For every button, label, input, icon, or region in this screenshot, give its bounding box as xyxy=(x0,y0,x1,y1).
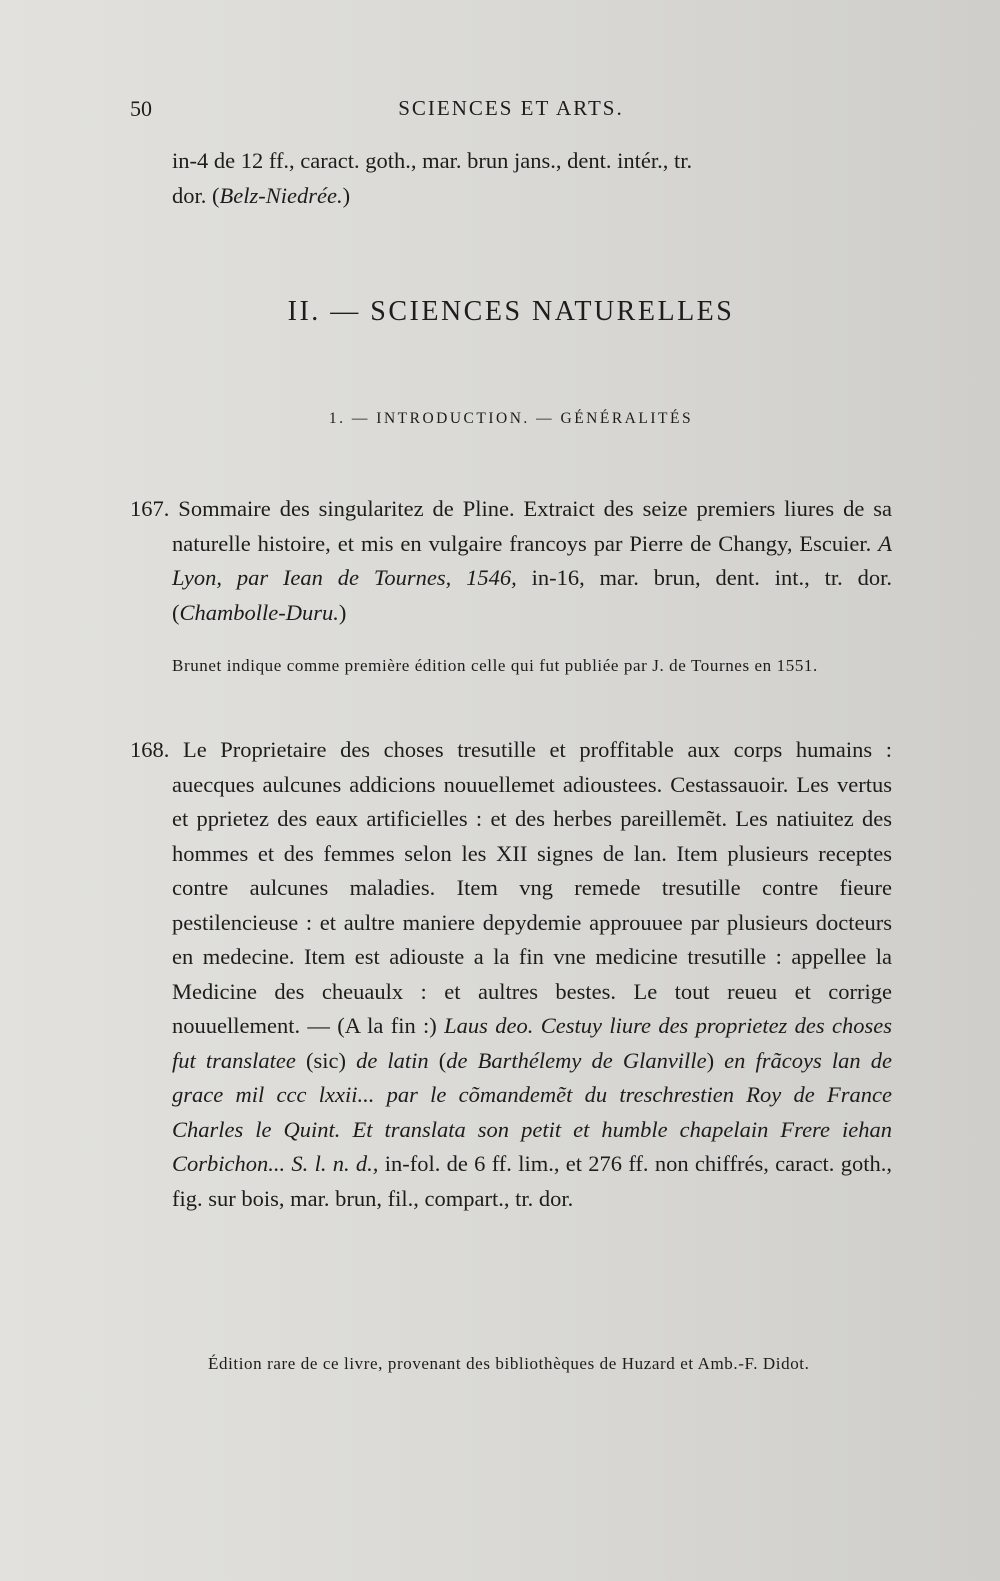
entry-text: in-16, mar. brun, dent. int., tr. dor. ( xyxy=(172,565,892,625)
entry-168 xyxy=(130,733,892,1216)
continued-entry xyxy=(172,144,892,213)
entry-number: 168. xyxy=(130,737,170,762)
entry-italic: Laus deo. Cestuy liure des proprietez des choses fut translatee xyxy=(172,1013,892,1073)
continued-line-2-start: dor. ( xyxy=(172,182,220,208)
entry-text: Sommaire des singularitez de Pline. Extraict des seize premiers liures de sa naturelle histoire, et mis en vulgaire francoys par Pierre de Changy, Escuier. xyxy=(169,496,892,556)
section-title: II. — SCIENCES NATURELLES xyxy=(287,296,735,327)
entry-number: 167. xyxy=(130,496,170,521)
running-title: SCIENCES ET ARTS. xyxy=(398,96,624,120)
binder-name: Chambolle-Duru. xyxy=(179,599,339,625)
subsection-title: 1. — INTRODUCTION. — GÉNÉRALITÉS xyxy=(328,410,694,427)
entry-italic: en frãcoys lan de grace mil ccc lxxii... par le cõmandemẽt du treschrestien Roy de France Charles le Quint. Et translata son petit et humble chapelain Frere iehan Corbichon... S. l. n. d., xyxy=(172,1047,892,1176)
running-header xyxy=(130,96,892,126)
note-168: Édition rare de ce livre, provenant des bibliothèques de Huzard et Amb.-F. Didot. xyxy=(208,1354,810,1373)
entry-text: ) xyxy=(338,599,347,625)
entry-italic: de latin xyxy=(356,1047,429,1073)
entry-text: ( xyxy=(428,1047,447,1073)
binder-name: Belz-Niedrée. xyxy=(219,182,343,208)
note-167: Brunet indique comme première édition celle qui fut publiée par J. de Tournes en 1551. xyxy=(172,656,818,675)
continued-line-2-end: ) xyxy=(342,182,351,208)
entry-italic: de Barthélemy de Glanville xyxy=(446,1047,707,1073)
entry-text: (sic) xyxy=(295,1047,357,1073)
entry-167 xyxy=(130,492,892,630)
continued-line-1: in-4 de 12 ff., caract. goth., mar. brun jans., dent. intér., tr. xyxy=(172,148,693,173)
entry-text: Le Proprietaire des choses tresutille et proffitable aux corps humains : auecques aulcunes addicions nouuellemet adioustees. Cestassauoir. Les vertus et pprietez des eaux artificielles : et des herbes pareillemẽt. Les natiuitez des hommes et des femmes selon les XII signes de lan. Item plusieurs receptes contre aulcunes maladies. Item vng remede tresutille contre fieure pestilencieuse : et aultre maniere depydemie approuuee par plusieurs docteurs en medecine. Item est adiouste a la fin vne medicine tresutille : appellee la Medicine des cheuaulx : et aultres bestes. Le tout reueu et corrige nouuellement. — (A la fin :) xyxy=(169,737,892,1038)
entry-imprint: A Lyon, par Iean de Tournes, 1546, xyxy=(172,530,892,590)
page-number: 50 xyxy=(130,96,152,121)
entry-text: in-fol. de 6 ff. lim., et 276 ff. non chiffrés, caract. goth., fig. sur bois, mar. brun, fil., compart., tr. dor. xyxy=(172,1151,892,1211)
entry-text: ) xyxy=(706,1047,725,1073)
